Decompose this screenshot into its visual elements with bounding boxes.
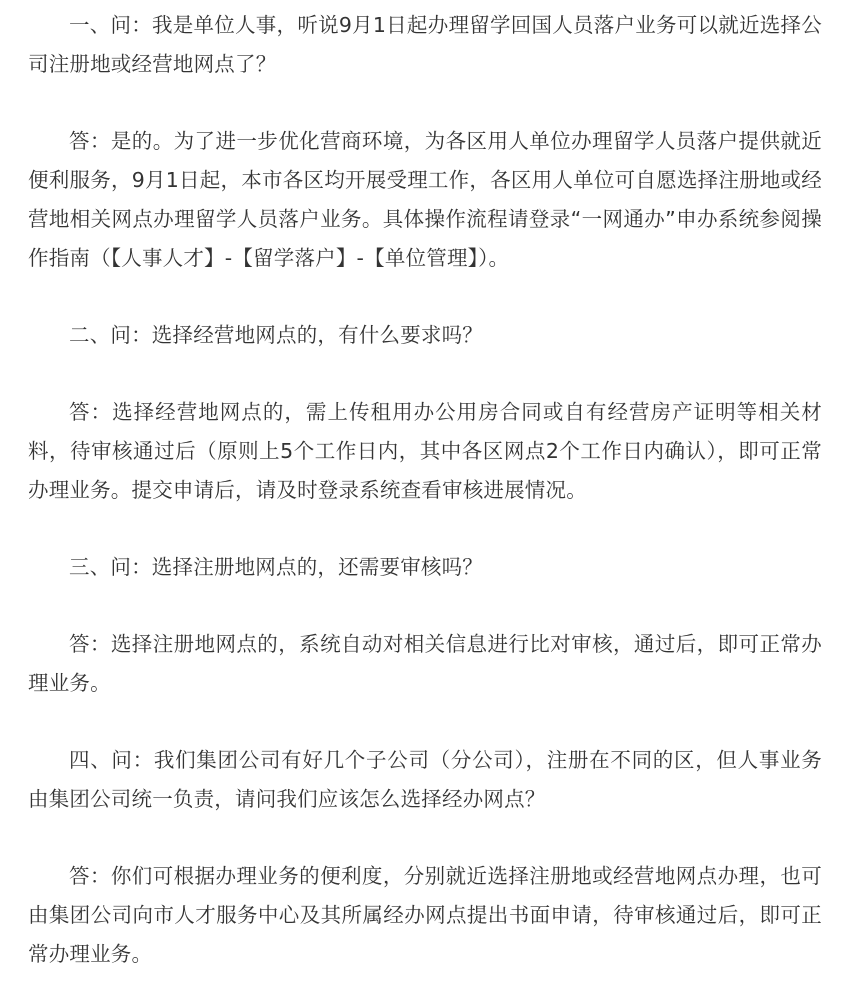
answer-3: 答：选择注册地网点的，系统自动对相关信息进行比对审核，通过后，即可正常办理业务。 (28, 632, 822, 695)
question-1: 一、问：我是单位人事，听说9月1日起办理留学回国人员落户业务可以就近选择公司注册地或经营地网点了？ (28, 13, 822, 76)
answer-1: 答：是的。为了进一步优化营商环境，为各区用人单位办理留学人员落户提供就近便利服务，9月1日起，本市各区均开展受理工作，各区用人单位可自愿选择注册地或经营地相关网点办理留学人员落户业务。具体操作流程请登录“一网通办”申办系统参阅操作指南（【人事人才】-【留学落户】-【单位管理】）。 (28, 129, 822, 270)
answer-2: 答：选择经营地网点的，需上传租用办公用房合同或自有经营房产证明等相关材料，待审核通过后（原则上5个工作日内，其中各区网点2个工作日内确认），即可正常办理业务。提交申请后，请及时登录系统查看审核进展情况。 (28, 400, 822, 502)
question-2: 二、问：选择经营地网点的，有什么要求吗？ (69, 323, 483, 347)
question-3: 三、问：选择注册地网点的，还需要审核吗？ (69, 555, 483, 579)
question-4: 四、问：我们集团公司有好几个子公司（分公司），注册在不同的区，但人事业务由集团公司统一负责，请问我们应该怎么选择经办网点？ (28, 748, 822, 811)
answer-4: 答：你们可根据办理业务的便利度，分别就近选择注册地或经营地网点办理，也可由集团公司向市人才服务中心及其所属经办网点提出书面申请，待审核通过后，即可正常办理业务。 (28, 864, 822, 966)
